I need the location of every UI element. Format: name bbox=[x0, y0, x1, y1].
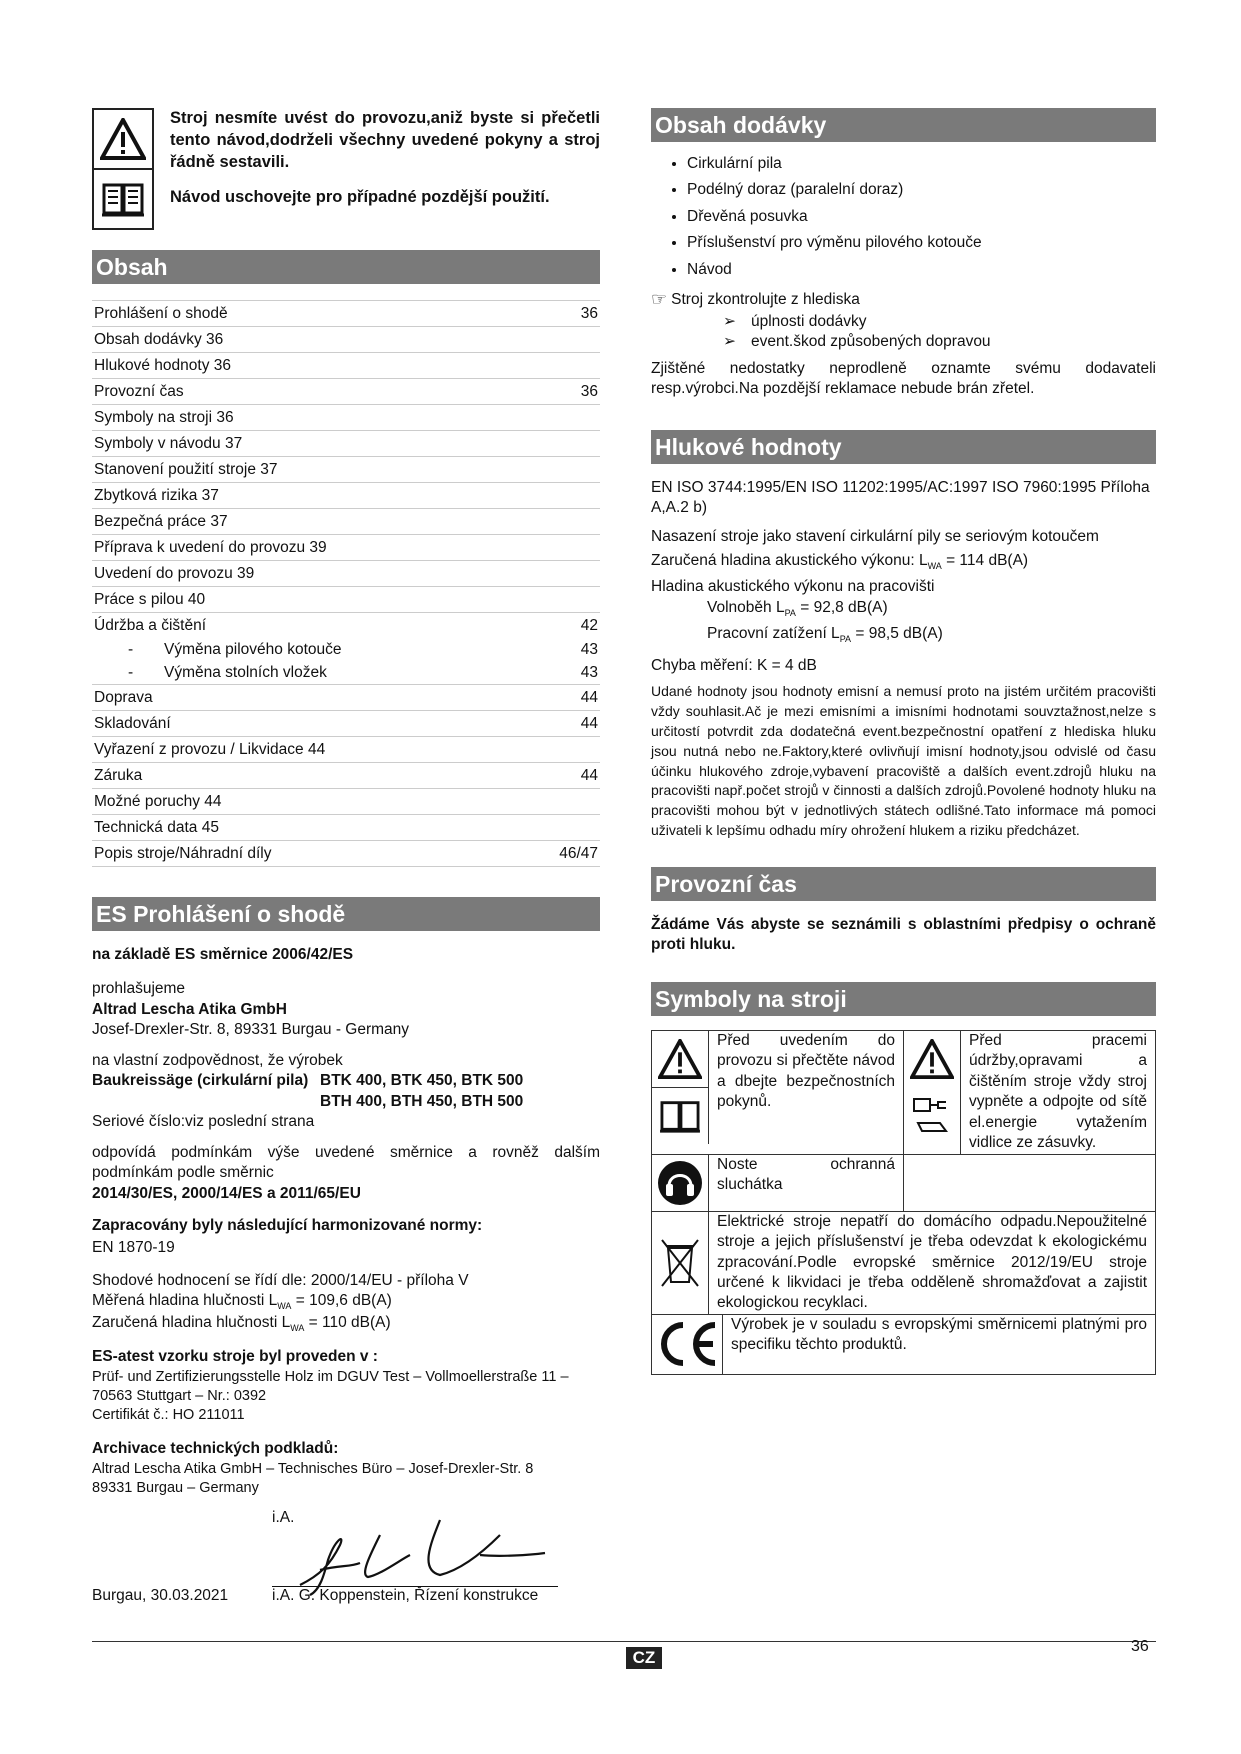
list-item: • Cirkulární pila bbox=[687, 154, 1156, 174]
ce-mark-icon bbox=[652, 1315, 723, 1374]
toc-row bbox=[92, 482, 600, 508]
toc-row bbox=[92, 612, 600, 638]
declaration-address: Josef-Drexler-Str. 8, 89331 Burgau - Germany bbox=[92, 1021, 410, 1039]
arrow-icon: ➢ bbox=[723, 333, 736, 351]
footer-divider bbox=[92, 1641, 1156, 1642]
symbol-text-ear-protection: Noste ochranná sluchátka bbox=[717, 1155, 895, 1194]
right-column bbox=[651, 108, 1156, 1375]
toc-label: Záruka bbox=[94, 767, 143, 784]
check-list bbox=[651, 312, 1156, 353]
product-models-1: BTK 400, BTK 450, BTK 500 bbox=[320, 1072, 524, 1090]
norm: EN 1870-19 bbox=[92, 1239, 175, 1257]
list-item: ➢ úplnosti dodávky bbox=[723, 312, 1156, 332]
norms-title: Zapracovány byly následující harmonizované normy: bbox=[92, 1216, 483, 1234]
operating-text: Žádáme Vás abyste se seznámili s oblastními předpisy o ochraně proti hluku. bbox=[651, 916, 1156, 954]
assessment: Shodové hodnocení se řídí dle: 2000/14/EU - příloha V bbox=[92, 1271, 469, 1289]
warning-line-1: Stroj nesmíte uvést do provozu,aniž byste si přečetli tento návod,dodrželi všechny uvedené pokyny a stroj řádně sestavili. bbox=[170, 109, 600, 171]
list-item: • Dřevěná posuvka bbox=[687, 207, 1156, 227]
toc-label: Bezpečná práce 37 bbox=[94, 513, 228, 530]
noise-standard: EN ISO 3744:1995/EN ISO 11202:1995/AC:1997 ISO 7960:1995 Příloha A,A.2 b) bbox=[651, 478, 1150, 517]
toc-row bbox=[92, 840, 600, 866]
left-column bbox=[92, 108, 600, 1498]
noise-error: Chyba měření: K = 4 dB bbox=[651, 656, 817, 674]
toc-end-line bbox=[92, 866, 600, 867]
toc-row bbox=[92, 586, 600, 612]
toc-row bbox=[92, 814, 600, 840]
list-item: • Návod bbox=[687, 260, 1156, 280]
page-number: 36 bbox=[1131, 1638, 1149, 1655]
warning-triangle-icon bbox=[652, 1031, 708, 1087]
defects-text: Zjištěné nedostatky neprodleně oznamte svému dodavateli resp.výrobci.Na pozdější reklamace nebude brán zřetel. bbox=[651, 359, 1156, 398]
noise-power: Zaručená hladina akustického výkonu: $L_{WA} = 114$ dB(A) bbox=[651, 552, 1029, 572]
waste-bin-crossed-icon bbox=[652, 1212, 708, 1312]
toc-row bbox=[92, 534, 600, 560]
warning-triangle-icon bbox=[904, 1031, 960, 1087]
toc-label: Uvedení do provozu 39 bbox=[94, 565, 255, 582]
toc-row bbox=[92, 788, 600, 814]
toc-label: Práce s pilou 40 bbox=[94, 591, 206, 608]
toc-label: Zbytková rizika 37 bbox=[94, 487, 219, 504]
toc-row bbox=[92, 560, 600, 586]
ear-protection-icon bbox=[652, 1155, 708, 1211]
toc-subrow bbox=[92, 661, 600, 684]
warning-text bbox=[170, 108, 600, 230]
noise-load: Pracovní zatížení $L_{PA} = 98,5$ dB(A) bbox=[707, 624, 943, 644]
toc-row bbox=[92, 684, 600, 710]
warning-triangle-icon bbox=[94, 110, 152, 168]
warning-line-2: Návod uschovejte pro případné pozdější použití. bbox=[170, 188, 550, 207]
toc-subrow bbox=[92, 638, 600, 661]
toc-row bbox=[92, 326, 600, 352]
manual-book-icon bbox=[652, 1087, 708, 1144]
toc-page: 36 bbox=[580, 383, 598, 400]
toc-page: 43 bbox=[580, 664, 598, 681]
symbol-text-ce: Výrobek je v souladu s evropskými směrnicemi platnými pro specifiku těchto produktů. bbox=[731, 1315, 1147, 1354]
test-body: Prüf- und Zertifizierungsstelle Holz im DGUV Test – Vollmoellerstraße 11 – 70563 Stuttgart – Nr.: 0392 bbox=[92, 1368, 569, 1404]
toc-label: Technická data 45 bbox=[94, 819, 219, 836]
toc-row bbox=[92, 430, 600, 456]
declaration-conformity: odpovídá podmínkám výše uvedené směrnice a rovněž dalším podmínkám podle směrnic bbox=[92, 1143, 600, 1182]
toc-label: Skladování bbox=[94, 715, 171, 732]
declaration-company: Altrad Lescha Atika GmbH bbox=[92, 1000, 287, 1018]
toc-label: Provozní čas bbox=[94, 383, 184, 400]
signature-graphic bbox=[290, 1515, 560, 1597]
delivery-heading: Obsah dodávky bbox=[651, 108, 1156, 142]
list-item: • Podélný doraz (paralelní doraz) bbox=[687, 180, 1156, 200]
product-line bbox=[92, 1071, 600, 1091]
toc-row bbox=[92, 762, 600, 788]
toc-label: Možné poruchy 44 bbox=[94, 793, 222, 810]
check-text: Stroj zkontrolujte z hlediska bbox=[671, 290, 860, 308]
toc-page: 36 bbox=[580, 305, 598, 322]
language-badge: CZ bbox=[626, 1647, 662, 1669]
toc-page: 44 bbox=[580, 689, 598, 706]
noise-usage: Nasazení stroje jako stavení cirkulární pily se seriovým kotoučem bbox=[651, 527, 1099, 545]
toc-row bbox=[92, 508, 600, 534]
toc-row bbox=[92, 352, 600, 378]
toc-row bbox=[92, 404, 600, 430]
warning-icons bbox=[92, 108, 154, 230]
toc-page: 44 bbox=[580, 767, 598, 784]
product-models-2: BTH 400, BTH 450, BTH 500 bbox=[320, 1092, 524, 1110]
operating-heading: Provozní čas bbox=[651, 867, 1156, 901]
noise-workplace: Hladina akustického výkonu na pracovišti bbox=[651, 578, 935, 596]
toc-label: Příprava k uvedení do provozu 39 bbox=[94, 539, 327, 556]
symbols-table bbox=[651, 1030, 1156, 1375]
toc-row bbox=[92, 736, 600, 762]
toc-label: Symboly na stroji 36 bbox=[94, 409, 234, 426]
table-of-contents bbox=[92, 300, 600, 867]
list-item: ➢ event.škod způsobených dopravou bbox=[723, 332, 1156, 352]
toc-label: Výměna pilového kotouče bbox=[164, 641, 342, 658]
declaration-directive: na základě ES směrnice 2006/42/ES bbox=[92, 946, 354, 963]
unplug-icon bbox=[904, 1087, 960, 1143]
symbol-text-read-manual: Před uvedením do provozu si přečtěte návod a dbejte bezpečnostních pokynů. bbox=[717, 1031, 895, 1111]
toc-label: Vyřazení z provozu / Likvidace 44 bbox=[94, 741, 326, 758]
signature-ia: i.A. bbox=[272, 1509, 295, 1526]
measured-noise: Měřená hladina hlučnosti $L_{WA} = 109,6$ dB(A) bbox=[92, 1292, 392, 1312]
toc-dash: - bbox=[128, 641, 134, 658]
toc-label: Hlukové hodnoty 36 bbox=[94, 357, 232, 374]
noise-idle: Volnoběh $L_{PA} = 92,8$ dB(A) bbox=[707, 598, 888, 618]
toc-heading: Obsah bbox=[92, 250, 600, 284]
symbol-text-waste: Elektrické stroje nepatří do domácího odpadu.Nepoužitelné stroje a jejich příslušenství je třeba odevzdat k ekologickému zpracování.Podle evropské směrnice 2012/19/EU stroje určené k likvidaci je třeba odděleně shromažďovat a zajistit ekologickou recyklaci. bbox=[717, 1212, 1147, 1312]
product-label: Baukreissäge (cirkulární pila) bbox=[92, 1072, 309, 1090]
signer: i.A. G. Koppenstein, Řízení konstrukce bbox=[272, 1587, 539, 1604]
toc-page: 43 bbox=[580, 641, 598, 658]
toc-label: Údržba a čištění bbox=[94, 617, 206, 634]
symbols-heading: Symboly na stroji bbox=[651, 982, 1156, 1016]
delivery-list bbox=[651, 154, 1156, 280]
warning-box bbox=[92, 108, 600, 230]
noise-note: Udané hodnoty jsou hodnoty emisní a nemusí proto na jistém určitém pracovišti vždy souhlasit.Ač je mezi emisními a imisními hodnotami souvztažnost,nelze s určitostí potvrdit zda dodatečná event.bezpečnostní opatření z hlediska hluku jsou nutná nebo ne.Faktory,které ovlivňují imisní hodnoty,jsou odvislé od času účinku hlukového zdroje,vybavení pracoviště a dalších event.zdrojů hluku na pracovišti např.počet strojů v činnosti a dalších zdrojů.Povolené hodnoty hluku na pracovišti mohou být v jednotlivých státech odlišné.Tato informace má pomoci uživateli k lepšímu odhadu míry ohrožení hlukem a riziku předcházet. bbox=[651, 683, 1156, 839]
certificate: Certifikát č.: HO 211011 bbox=[92, 1406, 245, 1423]
arrow-icon: ➢ bbox=[723, 313, 736, 331]
toc-label: Doprava bbox=[94, 689, 153, 706]
test-title: ES-atest vzorku stroje byl proveden v : bbox=[92, 1348, 378, 1366]
toc-dash: - bbox=[128, 664, 134, 681]
toc-label: Popis stroje/Náhradní díly bbox=[94, 845, 272, 862]
toc-row bbox=[92, 456, 600, 482]
check-line bbox=[651, 288, 1156, 312]
toc-page: 42 bbox=[580, 617, 598, 634]
toc-label: Stanovení použití stroje 37 bbox=[94, 461, 278, 478]
declaration-heading: ES Prohlášení o shodě bbox=[92, 897, 600, 931]
toc-label: Symboly v návodu 37 bbox=[94, 435, 243, 452]
toc-label: Obsah dodávky 36 bbox=[94, 331, 224, 348]
symbol-text-unplug: Před pracemi údržby,opravami a čištěním stroje vždy stroj vypněte a odpojte od sítě el.energie vytažením vidlice ze zásuvky. bbox=[960, 1031, 1155, 1154]
manual-book-icon bbox=[94, 168, 152, 228]
guaranteed-noise: Zaručená hladina hlučnosti $L_{WA} = 110$ dB(A) bbox=[92, 1314, 391, 1334]
noise-heading: Hlukové hodnoty bbox=[651, 430, 1156, 464]
toc-row bbox=[92, 710, 600, 736]
declaration-we-declare: prohlašujeme bbox=[92, 980, 186, 998]
toc-page: 44 bbox=[580, 715, 598, 732]
place-date: Burgau, 30.03.2021 bbox=[92, 1587, 229, 1604]
archive-body: Altrad Lescha Atika GmbH – Technisches Büro – Josef-Drexler-Str. 8 89331 Burgau – Germany bbox=[92, 1460, 534, 1496]
declaration-responsibility: na vlastní zodpovědnost, že výrobek bbox=[92, 1051, 343, 1069]
list-item: • Příslušenství pro výměnu pilového kotouče bbox=[687, 233, 1156, 253]
toc-label: Prohlášení o shodě bbox=[94, 305, 228, 322]
toc-row bbox=[92, 378, 600, 404]
pointing-hand-icon: ☞ bbox=[651, 289, 668, 310]
declaration-directives: 2014/30/ES, 2000/14/ES a 2011/65/EU bbox=[92, 1184, 361, 1202]
archive-title: Archivace technických podkladů: bbox=[92, 1440, 339, 1458]
toc-page: 46/47 bbox=[559, 845, 598, 862]
declaration-serial: Seriové číslo:viz poslední strana bbox=[92, 1113, 315, 1131]
toc-label: Výměna stolních vložek bbox=[164, 664, 327, 681]
toc-row bbox=[92, 300, 600, 326]
